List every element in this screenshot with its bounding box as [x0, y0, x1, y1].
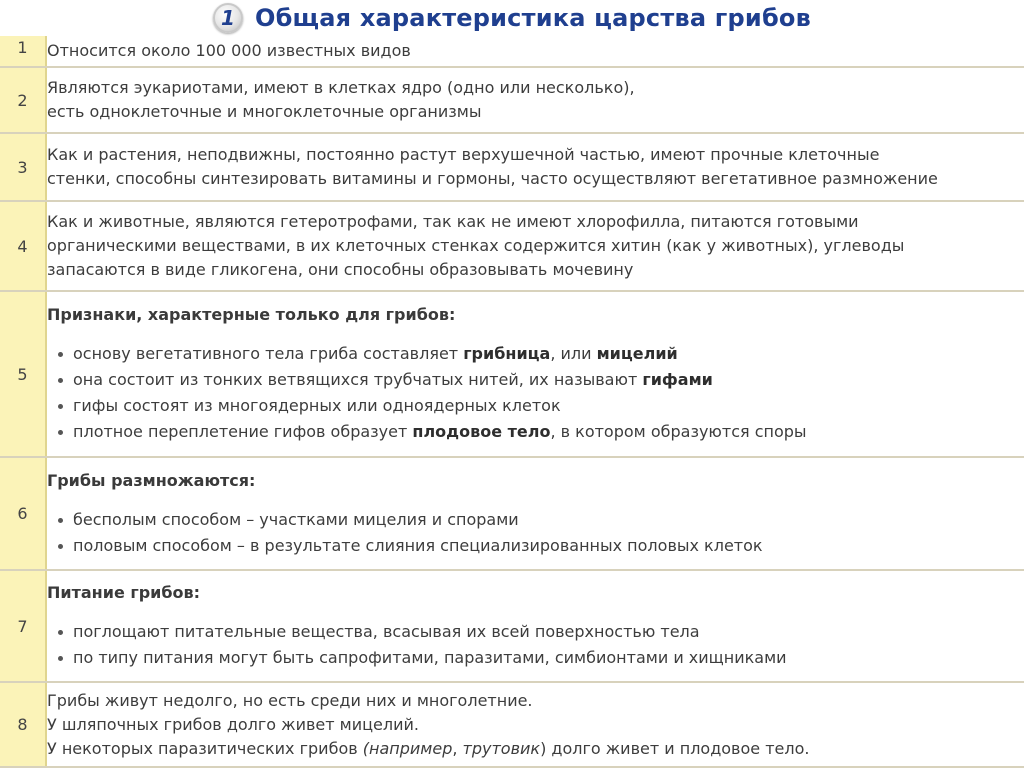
row-content: [46, 457, 1024, 570]
title-number-badge: 1: [213, 3, 243, 33]
bullet-list: [47, 619, 1024, 671]
row-heading: Грибы размножаются:: [47, 470, 256, 490]
bold-term: гифами: [642, 370, 713, 389]
row-content: [46, 67, 1024, 133]
list-item: бесполым способом – участками мицелия и спорами: [47, 507, 1024, 533]
row-heading: Признаки, характерные только для грибов:: [47, 305, 456, 324]
bullet-icon: [58, 656, 63, 661]
list-item: половым способом – в результате слияния специализированных половых клеток: [47, 533, 1024, 559]
row-text-line: У некоторых паразитических грибов (например, трутовик) долго живет и плодовое тело.: [47, 738, 810, 758]
list-item: гифы состоят из многоядерных или одноядерных клеток: [47, 393, 1024, 419]
characteristics-table: [0, 36, 1024, 768]
table-row: [0, 36, 1024, 67]
bullet-icon: [58, 378, 63, 383]
bold-term: мицелий: [596, 344, 678, 363]
row-text-line: Как и животные, являются гетеротрофами, так как не имеют хлорофилла, питаются готовыми: [47, 212, 859, 231]
list-item: поглощают питательные вещества, всасывая их всей поверхностью тела: [47, 619, 1024, 645]
row-text-line: Как и растения, неподвижны, постоянно растут верхушечной частью, имеют прочные клеточные: [47, 145, 880, 164]
table-row: [0, 682, 1024, 767]
row-number: 2: [0, 67, 46, 133]
row-content: [46, 291, 1024, 457]
bullet-icon: [58, 518, 63, 523]
page-title: Общая характеристика царства грибов: [255, 4, 811, 32]
row-content: [46, 36, 1024, 67]
row-number: 3: [0, 133, 46, 201]
bullet-list: [47, 507, 1024, 559]
bold-term: плодовое тело: [412, 422, 551, 441]
bold-term: грибница: [463, 344, 551, 363]
row-heading: Питание грибов:: [47, 583, 201, 602]
row-text-line: стенки, способны синтезировать витамины и гормоны, часто осуществляют вегетативное размножение: [47, 169, 938, 188]
row-text-line: Грибы живут недолго, но есть среди них и многолетние.: [47, 690, 533, 710]
row-content: [46, 201, 1024, 291]
row-number: 6: [0, 457, 46, 570]
table-row: [0, 457, 1024, 570]
row-number: 8: [0, 682, 46, 767]
bullet-icon: [58, 352, 63, 357]
table-row: [0, 291, 1024, 457]
bullet-icon: [58, 544, 63, 549]
row-number: 7: [0, 570, 46, 682]
row-content: [46, 682, 1024, 767]
italic-text: (например: [362, 738, 453, 758]
bullet-icon: [58, 630, 63, 635]
list-item: по типу питания могут быть сапрофитами, паразитами, симбионтами и хищниками: [47, 645, 1024, 671]
list-item: она состоит из тонких ветвящихся трубчатых нитей, их называют гифами: [47, 367, 1024, 393]
row-text-line: запасаются в виде гликогена, они способны образовывать мочевину: [47, 260, 634, 279]
table-row: [0, 133, 1024, 201]
list-item: плотное переплетение гифов образует плодовое тело, в котором образуются споры: [47, 419, 1024, 445]
row-content: [46, 570, 1024, 682]
row-text-line: есть одноклеточные и многоклеточные организмы: [47, 102, 482, 121]
row-text-line: органическими веществами, в их клеточных стенках содержится хитин (как у животных), углеводы: [47, 236, 905, 255]
bullet-icon: [58, 430, 63, 435]
row-text-line: У шляпочных грибов долго живет мицелий.: [47, 714, 419, 734]
italic-text: трутовик: [462, 738, 541, 758]
table-row: [0, 67, 1024, 133]
row-content: [46, 133, 1024, 201]
bullet-list: [47, 341, 1024, 445]
table-row: [0, 201, 1024, 291]
bullet-icon: [58, 404, 63, 409]
row-number: 1: [0, 36, 46, 67]
row-text-line: Являются эукариотами, имеют в клетках ядро (одно или несколько),: [47, 78, 635, 97]
row-number: 4: [0, 201, 46, 291]
row-number: 5: [0, 291, 46, 457]
table-row: [0, 570, 1024, 682]
title-bar: [0, 0, 1024, 36]
list-item: основу вегетативного тела гриба составляет грибница, или мицелий: [47, 341, 1024, 367]
row-text-line: Относится около 100 000 известных видов: [47, 41, 411, 60]
